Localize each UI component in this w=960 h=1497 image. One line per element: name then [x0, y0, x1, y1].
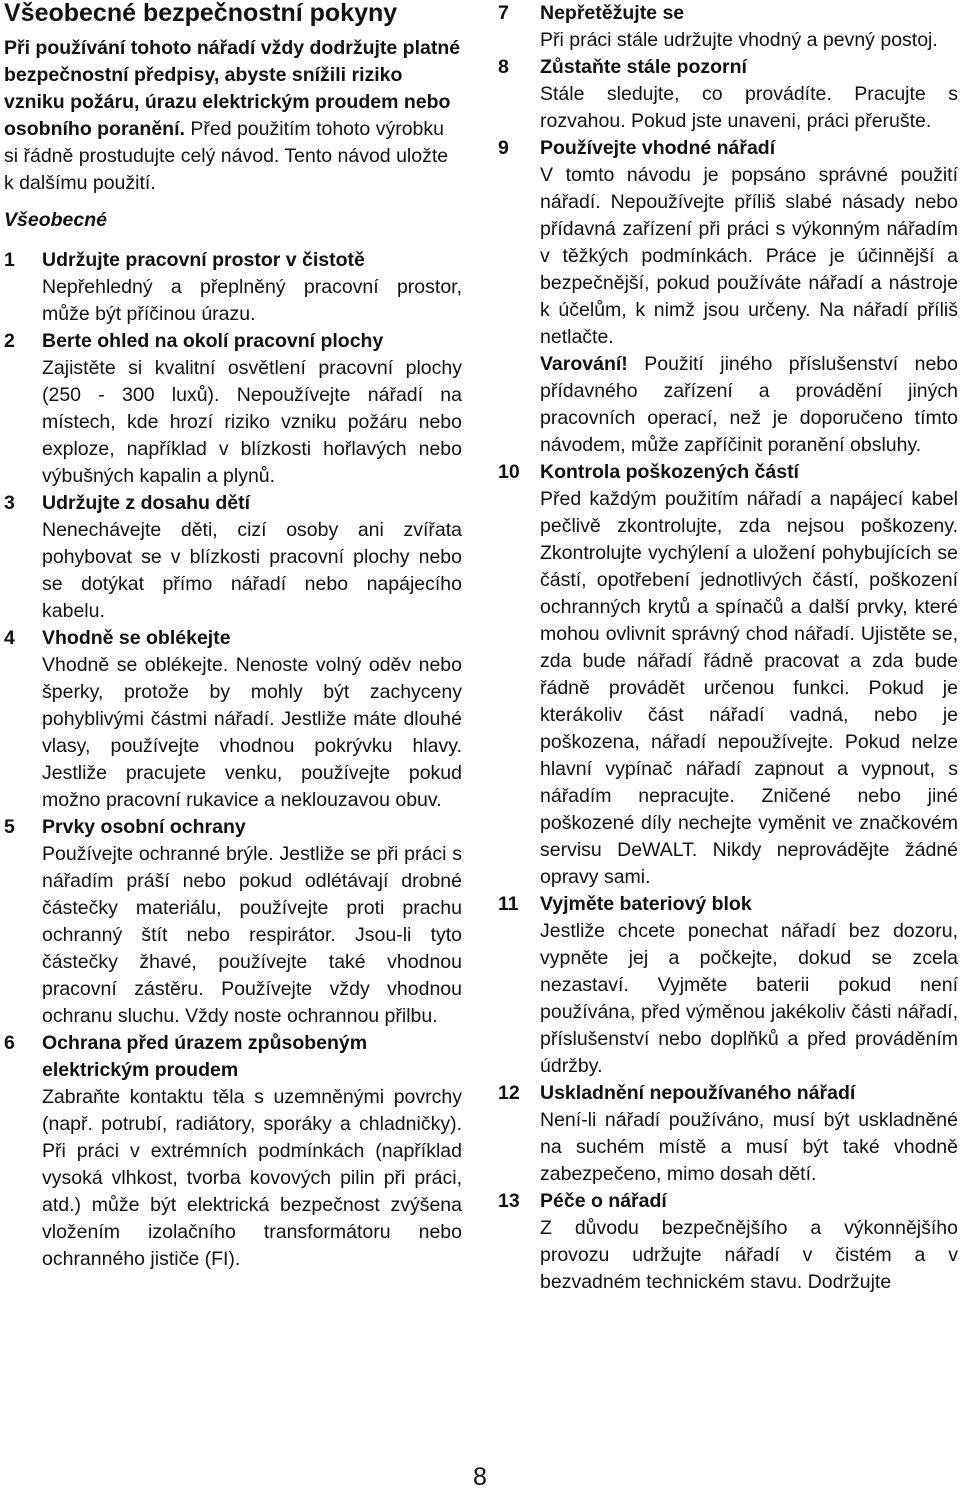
item-text: Používejte ochranné brýle. Jestliže se při práci s nářadím práší nebo pokud odlétávají drobné částečky materiálu, používejte proti prachu ochranný štít nebo respirátor. Jsou-li tyto částečky žhavé, používejte také vhodnou pracovní zástěru. Používejte vždy vhodnou ochranu sluchu. Vždy noste ochrannou přilbu. [42, 843, 462, 1027]
list-item [4, 625, 462, 814]
item-number: 9 [498, 137, 509, 159]
item-heading: Nepřetěžujte se [540, 2, 685, 24]
list-item [4, 814, 462, 1030]
item-number: 12 [498, 1082, 520, 1104]
page-number: 8 [473, 1463, 487, 1491]
item-text: Zabraňte kontaktu těla s uzemněnými povrchy (např. potrubí, radiátory, sporáky a chladničky). Při práci v extrémních podmínkách (například vysoká vlhkost, tvorba kovových pilin při práci, atd.) může být elektrická bezpečnost zvýšena vložením izolačního transformátoru nebo ochranného jističe (FI). [42, 1086, 462, 1270]
item-text: Vhodně se oblékejte. Nenoste volný oděv nebo šperky, protože by mohly být zachyceny pohyblivými částmi nářadí. Jestliže máte dlouhé vlasy, používejte vhodnou pokrývku hlavy. Jestliže pracujete venku, používejte pokud možno pracovní rukavice a neklouzavou obuv. [42, 654, 462, 811]
item-number: 5 [4, 816, 15, 838]
item-number: 7 [498, 2, 509, 24]
item-heading: Používejte vhodné nářadí [540, 137, 776, 159]
item-heading: Zůstaňte stále pozorní [540, 56, 747, 78]
item-heading: Uskladnění nepoužívaného nářadí [540, 1082, 856, 1104]
item-heading: Udržujte z dosahu dětí [42, 492, 251, 514]
warning-text: Použití jiného příslušenství nebo přídavného zařízení a provádění jiných pracovních operací, než je doporučeno tímto návodem, může zapříčinit poranění obsluhy. [540, 353, 958, 456]
item-number: 11 [498, 893, 519, 915]
warning-paragraph [540, 351, 958, 459]
list-item [498, 0, 958, 54]
item-text: Jestliže chcete ponechat nářadí bez dozoru, vypněte jej a počkejte, dokud se zcela nezastaví. Vyjměte baterii pokud není používána, před výměnou jakékoliv části nářadí, příslušenství nebo doplňků a před prováděním údržby. [540, 920, 958, 1077]
intro-text: Před použitím tohoto výrobku si řádně prostudujte celý návod. Tento návod uložte k dalšímu použití. [4, 118, 449, 194]
list-item [498, 135, 958, 459]
item-text: Stále sledujte, co provádíte. Pracujte s rozvahou. Pokud jste unaveni, práci přerušte. [540, 83, 958, 132]
item-heading: Vhodně se oblékejte [42, 627, 231, 649]
list-item [4, 328, 462, 490]
item-number: 1 [4, 249, 15, 271]
safety-list-left [4, 247, 462, 1273]
left-column [4, 0, 462, 1273]
item-heading: Berte ohled na okolí pracovní plochy [42, 330, 384, 352]
item-text: Nepřehledný a přeplněný pracovní prostor, může být příčinou úrazu. [42, 276, 462, 325]
warning-label: Varování! [540, 353, 628, 375]
item-number: 4 [4, 627, 15, 649]
item-text: Při práci stále udržujte vhodný a pevný postoj. [540, 29, 938, 51]
item-number: 13 [498, 1190, 520, 1212]
item-heading: Vyjměte bateriový blok [540, 893, 752, 915]
list-item [4, 247, 462, 328]
item-text: Není-li nářadí používáno, musí být uskladněné na suchém místě a musí být také vhodně zabezpečeno, mimo dosah dětí. [540, 1109, 958, 1185]
item-text: Nenechávejte děti, cizí osoby ani zvířata pohybovat se v blízkosti pracovní plochy nebo se dotýkat přímo nářadí nebo napájecího kabelu. [42, 519, 462, 622]
page-title: Všeobecné bezpečnostní pokyny [4, 0, 398, 27]
section-heading: Všeobecné [4, 209, 107, 231]
list-item [498, 459, 958, 891]
item-heading: Prvky osobní ochrany [42, 816, 246, 838]
item-heading: Udržujte pracovní prostor v čistotě [42, 249, 365, 271]
item-text: Zajistěte si kvalitní osvětlení pracovní plochy (250 - 300 luxů). Nepoužívejte nářadí na místech, kde hrozí riziko vzniku požáru nebo exploze, například v blízkosti hořlavých nebo výbušných kapalin a plynů. [42, 357, 462, 487]
item-number: 8 [498, 56, 509, 78]
list-item [4, 490, 462, 625]
item-number: 6 [4, 1032, 15, 1054]
item-heading: Péče o nářadí [540, 1190, 667, 1212]
safety-list-right [498, 0, 958, 1296]
item-heading: Ochrana před úrazem způsobeným elektrickým proudem [42, 1032, 368, 1081]
list-item [4, 1030, 462, 1273]
item-text: Z důvodu bezpečnějšího a výkonnějšího provozu udržujte nářadí v čistém a v bezvadném technickém stavu. Dodržujte [540, 1217, 958, 1293]
list-item [498, 1188, 958, 1296]
item-heading: Kontrola poškozených částí [540, 461, 799, 483]
item-number: 2 [4, 330, 15, 352]
intro-paragraph [4, 35, 462, 197]
list-item [498, 54, 958, 135]
item-number: 3 [4, 492, 15, 514]
item-text: Před každým použitím nářadí a napájecí kabel pečlivě zkontrolujte, zda nejsou poškozeny. Zkontrolujte vychýlení a uložení pohybujících se částí, opotřebení jednotlivých částí, poškození ochranných krytů a spínačů a další prvky, které mohou ovlivnit správný chod nářadí. Ujistěte se, zda bude nářadí řádně pracovat a zda bude řádně provádět určenou funkci. Pokud je kterákoliv část nářadí vadná, nebo je poškozena, nářadí nepoužívejte. Pokud nelze hlavní vypínač nářadí zapnout a vypnout, s nářadím nepracujte. Zničené nebo jiné poškozené díly nechejte vyměnit ve značkovém servisu DeWALT. Nikdy neprovádějte žádné opravy sami. [540, 488, 958, 888]
item-number: 10 [498, 461, 520, 483]
right-column [498, 0, 958, 1296]
item-text: V tomto návodu je popsáno správné použití nářadí. Nepoužívejte příliš slabé násady nebo přídavná zařízení při práci s výkonným nářadím v těžkých podmínkách. Práce je účinnější a bezpečnější, pokud používáte nářadí a nástroje k účelům, k nimž jsou určeny. Na nářadí příliš netlačte. [540, 164, 958, 348]
list-item [498, 1080, 958, 1188]
intro-bold-text: Při používání tohoto nářadí vždy dodržujte platné bezpečnostní předpisy, abyste snížili riziko vzniku požáru, úrazu elektrickým proudem nebo osobního poranění. [4, 37, 461, 140]
list-item [498, 891, 958, 1080]
